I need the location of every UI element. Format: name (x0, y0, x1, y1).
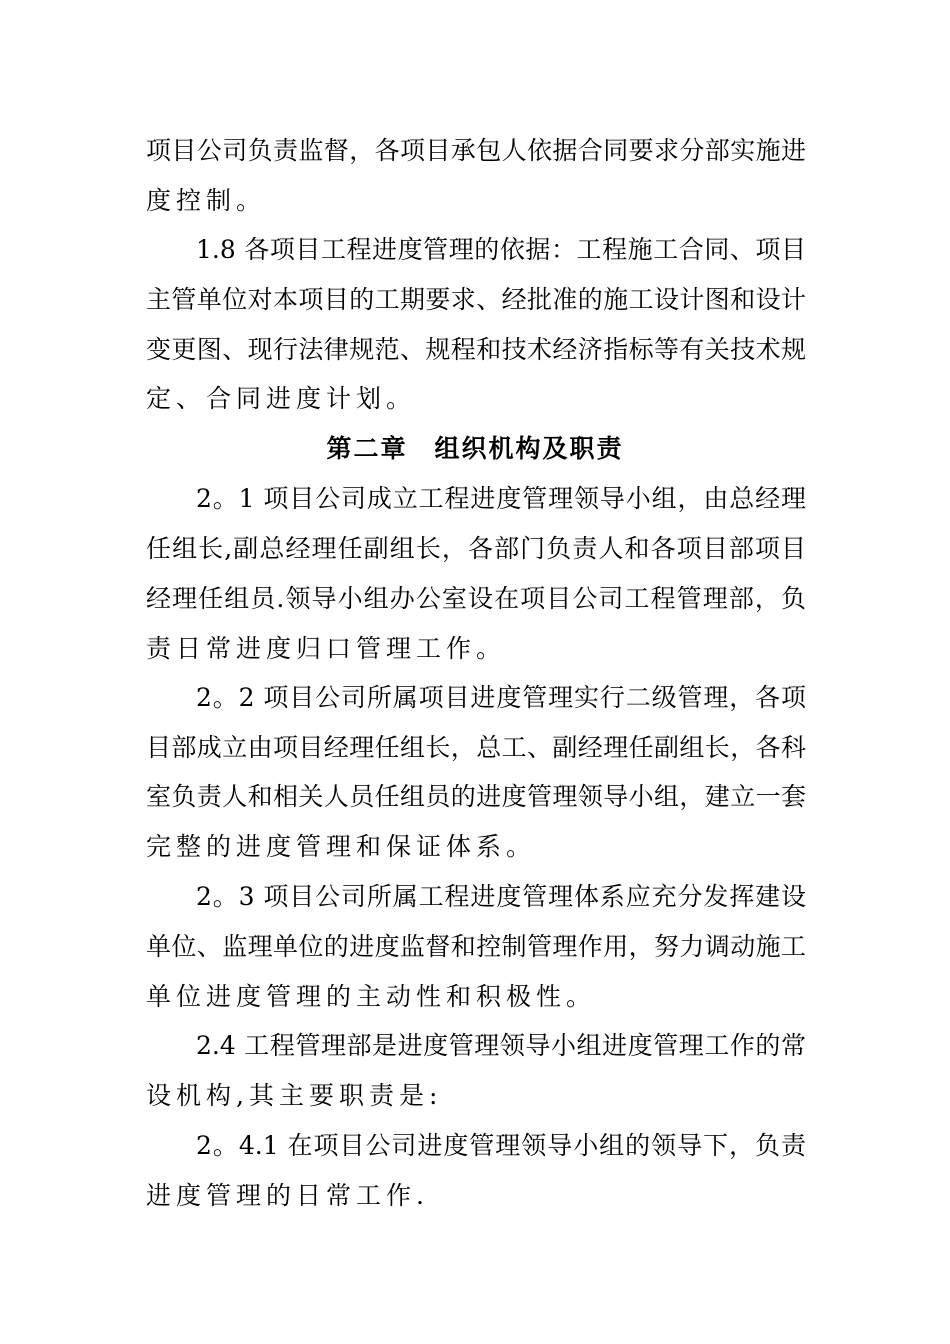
text-line: 变更图、现行法律规范、规程和技术经济指标等有关技术规 (146, 335, 806, 364)
text-line: 项目公司负责监督，各项目承包人依据合同要求分部实施进 (146, 136, 806, 165)
text-line: 任组长,副总经理任副组长，各部门负责人和各项目部项目 (146, 534, 806, 563)
paragraph-2-4-start: 2.4 工程管理部是进度管理领导小组进度管理工作的常 (196, 1031, 806, 1060)
text-line: 责日常进度归口管理工作。 (146, 634, 507, 663)
paragraph-2-3-start: 2。3 项目公司所属工程进度管理体系应充分发挥建设 (196, 882, 806, 911)
text-line: 度控制。 (146, 186, 267, 215)
paragraph-2-1-start: 2。1 项目公司成立工程进度管理领导小组，由总经理 (196, 484, 806, 513)
text-line: 经理任组员.领导小组办公室设在项目公司工程管理部，负 (146, 584, 806, 613)
paragraph-1-8-start: 1.8 各项目工程进度管理的依据：工程施工合同、项目 (196, 235, 806, 264)
text-line: 目部成立由项目经理任组长，总工、副经理任副组长，各科 (146, 733, 806, 762)
text-line: 单位进度管理的主动性和积极性。 (146, 982, 597, 1011)
text-line: 定、合同进度计划。 (146, 384, 417, 413)
text-line: 进度管理的日常工作. (146, 1181, 429, 1210)
paragraph-2-4-1-start: 2。4.1 在项目公司进度管理领导小组的领导下，负责 (196, 1131, 806, 1160)
text-line: 室负责人和相关人员任组员的进度管理领导小组，建立一套 (146, 782, 806, 811)
text-line: 单位、监理单位的进度监督和控制管理作用，努力调动施工 (146, 932, 806, 961)
text-line: 完整的进度管理和保证体系。 (146, 832, 537, 861)
paragraph-2-2-start: 2。2 项目公司所属项目进度管理实行二级管理，各项 (196, 683, 806, 712)
text-line: 主管单位对本项目的工期要求、经批准的施工设计图和设计 (146, 285, 806, 314)
chapter-heading: 第二章 组织机构及职责 (326, 434, 624, 463)
text-line: 设机构,其主要职责是: (146, 1081, 443, 1110)
